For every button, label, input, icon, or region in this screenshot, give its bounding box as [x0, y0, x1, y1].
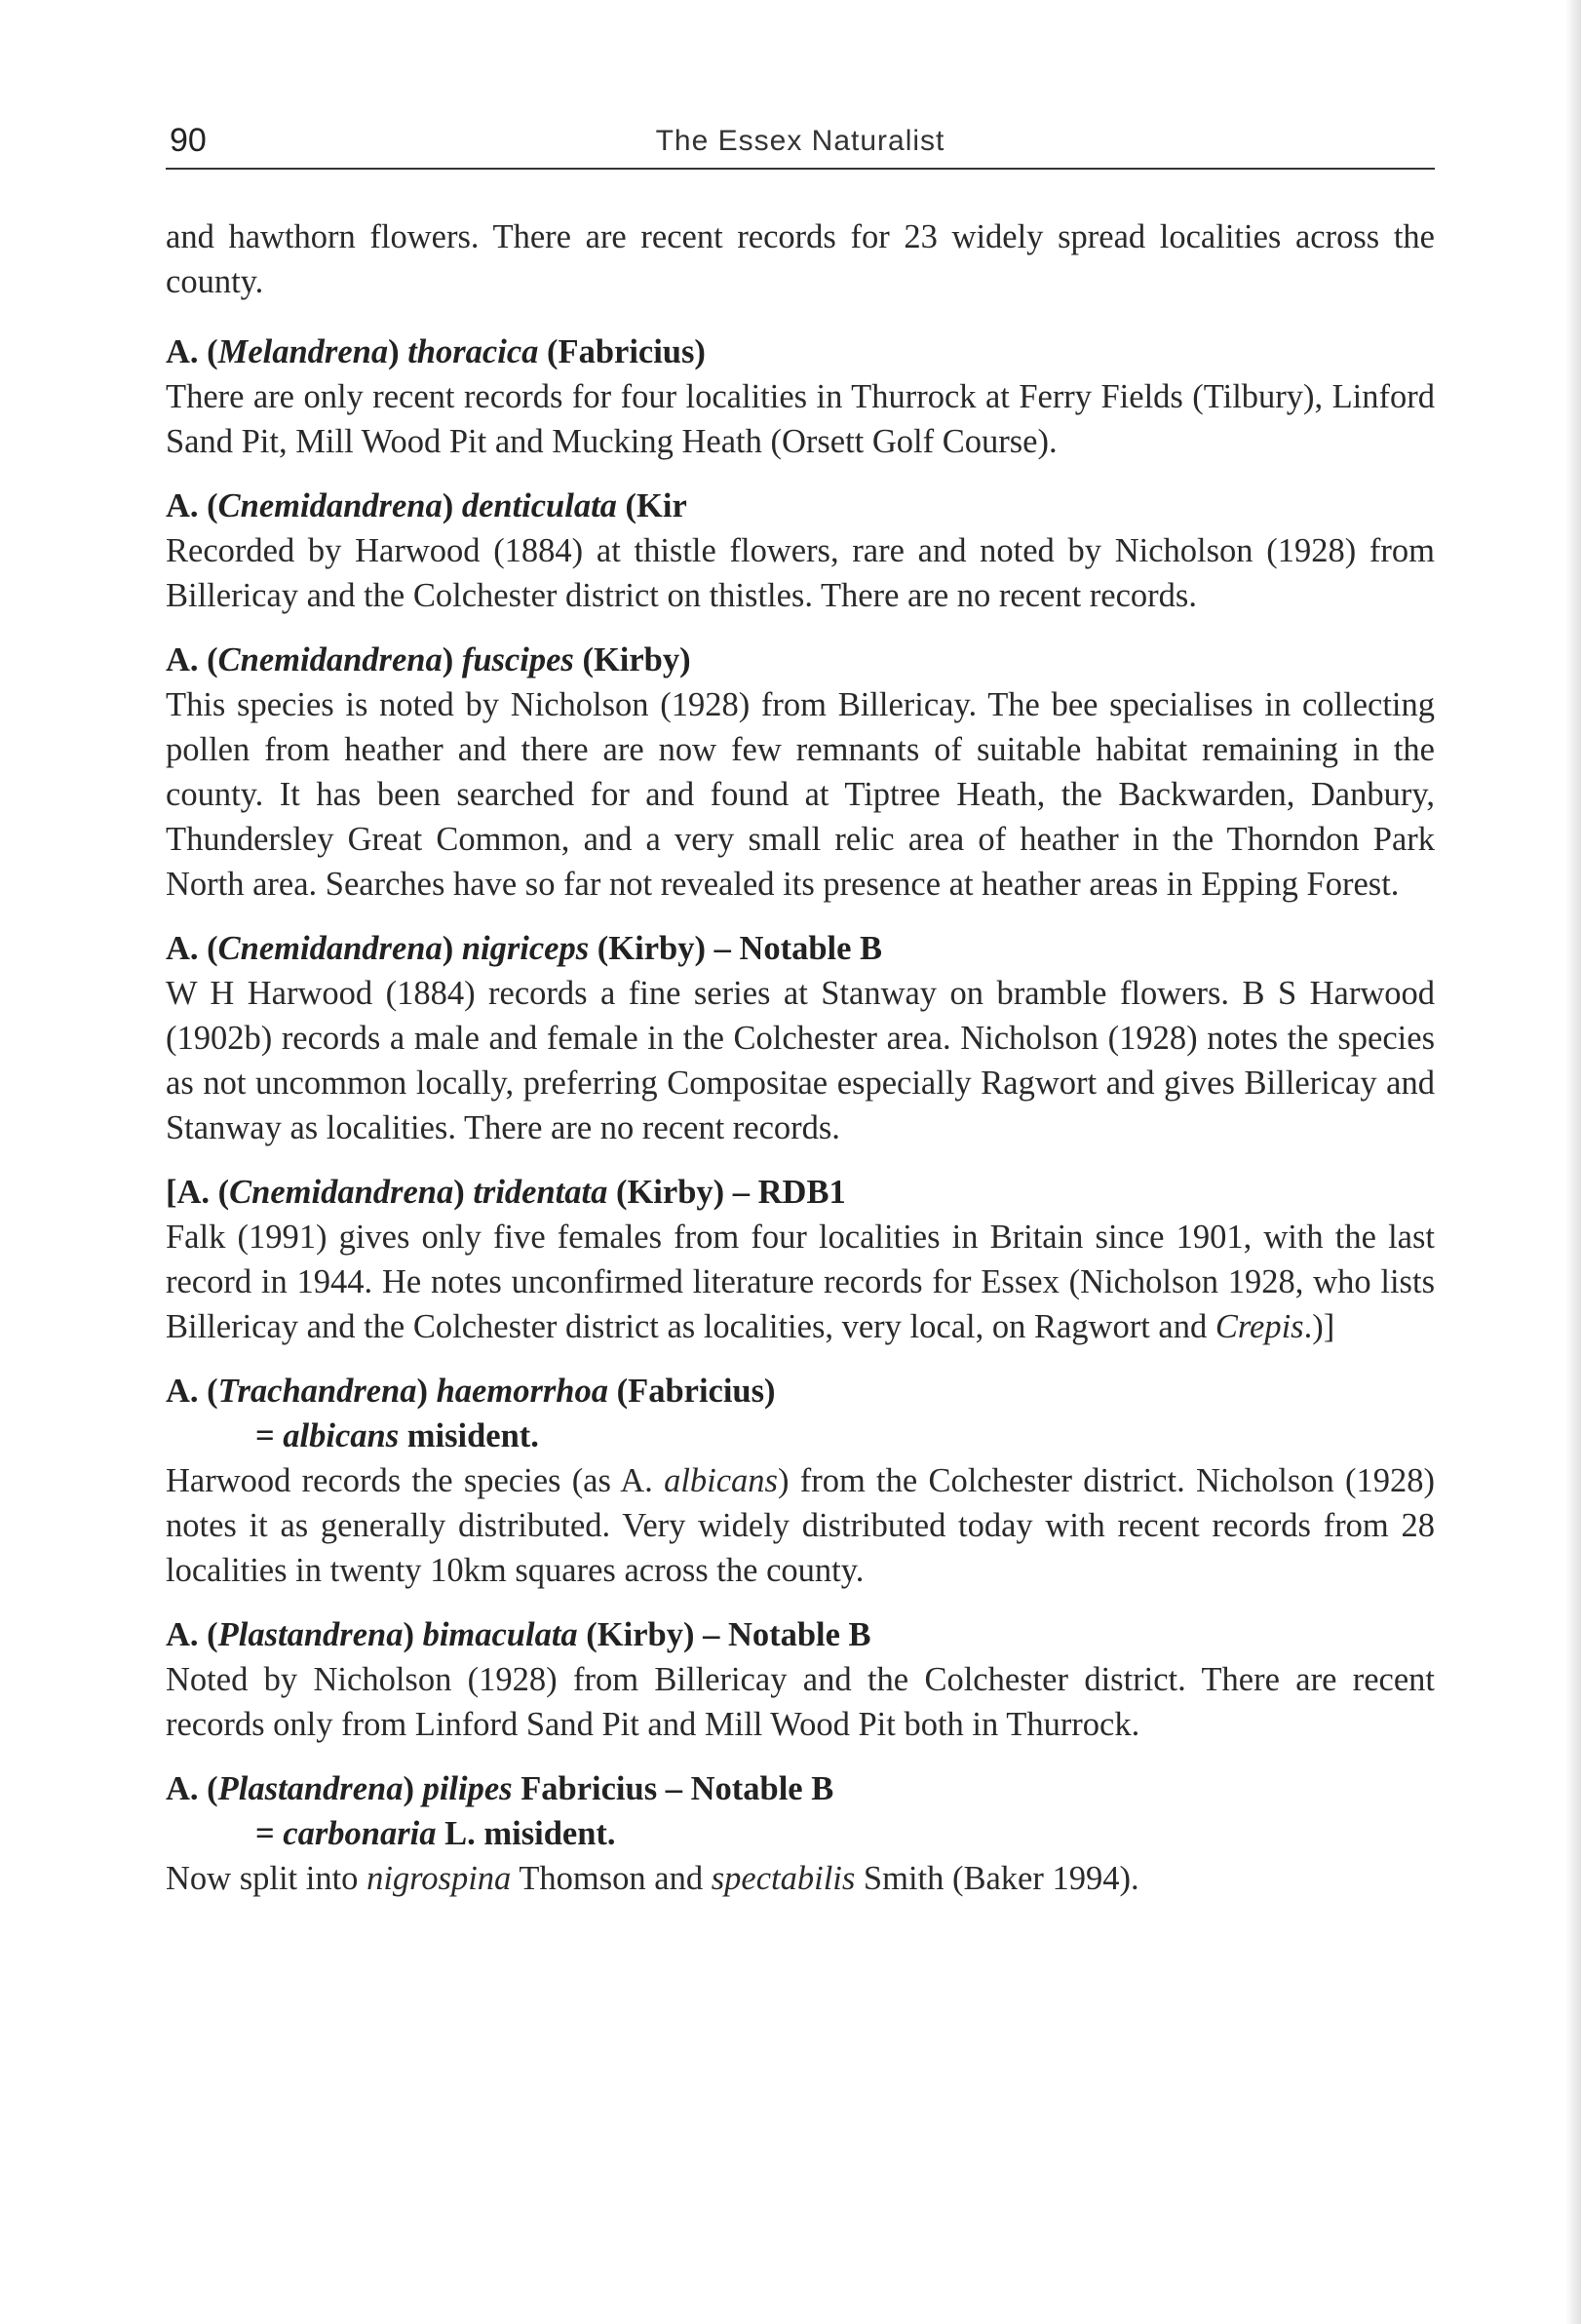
species-heading: A. (Plastandrena) bimaculata (Kirby) – Notable B [166, 1616, 871, 1653]
species-heading: A. (Cnemidandrena) nigriceps (Kirby) – Notable B [166, 930, 883, 967]
species-heading: A. (Plastandrena) pilipes Fabricius – Notable B [166, 1770, 834, 1807]
species-heading: [A. (Cnemidandrena) tridentata (Kirby) – RDB1 [166, 1174, 846, 1211]
species-body: This species is noted by Nicholson (1928) from Billericay. The bee specialises in collecting pollen from heather and there are now few remnants of suitable habitat remaining in the county. It has been searched for and found at Tiptree Heath, the Backwarden, Danbury, Thundersley Great Common, and a very small relic area of heather in the Thorndon Park North area. Searches have so far not revealed its presence at heather areas in Epping Forest. [166, 686, 1435, 903]
species-body: Recorded by Harwood (1884) at thistle flowers, rare and noted by Nicholson (1928) from Billericay and the Colchester district on thistles. There are no recent records. [166, 532, 1435, 614]
species-body: Falk (1991) gives only five females from four localities in Britain since 1901, with the last record in 1944. He notes unconfirmed literature records for Essex (Nicholson 1928, who lists Billericay and the Colchester district as localities, very local, on Ragwort and Crepis.)] [166, 1219, 1435, 1345]
species-entry-nigriceps [166, 926, 1435, 1150]
page-number: 90 [170, 122, 207, 159]
species-body: Harwood records the species (as A. albicans) from the Colchester district. Nicholson (1928) notes it as generally distributed. Very widely distributed today with recent records from 28 localities in twenty 10km squares across the county. [166, 1462, 1435, 1589]
species-synonym: = albicans misident. [255, 1417, 539, 1454]
species-entry-thoracica [166, 329, 1435, 464]
species-entry-pilipes [166, 1766, 1435, 1901]
species-heading: A. (Trachandrena) haemorrhoa (Fabricius) [166, 1373, 776, 1410]
species-body: There are only recent records for four localities in Thurrock at Ferry Fields (Tilbury), Linford Sand Pit, Mill Wood Pit and Mucking Heath (Orsett Golf Course). [166, 378, 1435, 460]
page-edge-shadow [1565, 0, 1581, 2324]
species-synonym: = carbonaria L. misident. [255, 1815, 616, 1852]
species-entry-denticulata [166, 484, 1435, 618]
document-page [166, 119, 1435, 1920]
species-entry-bimaculata [166, 1612, 1435, 1747]
species-body: Noted by Nicholson (1928) from Billericay and the Colchester district. There are recent records only from Linford Sand Pit and Mill Wood Pit both in Thurrock. [166, 1661, 1435, 1743]
species-entry-haemorrhoa [166, 1369, 1435, 1593]
page-content [166, 170, 1435, 1901]
species-entry-tridentata [166, 1170, 1435, 1349]
species-body: Now split into nigrospina Thomson and spectabilis Smith (Baker 1994). [166, 1860, 1139, 1897]
intro-paragraph: and hawthorn flowers. There are recent records for 23 widely spread localities across the county. [166, 218, 1435, 300]
journal-title: The Essex Naturalist [655, 125, 945, 157]
species-body: W H Harwood (1884) records a fine series at Stanway on bramble flowers. B S Harwood (1902b) records a male and female in the Colchester area. Nicholson (1928) notes the species as not uncommon locally, preferring Compositae especially Ragwort and gives Billericay and Stanway as localities. There are no recent records. [166, 975, 1435, 1146]
species-entry-fuscipes [166, 638, 1435, 907]
running-header [166, 119, 1435, 170]
species-heading: A. (Melandrena) thoracica (Fabricius) [166, 333, 706, 370]
species-heading: A. (Cnemidandrena) fuscipes (Kirby) [166, 641, 691, 678]
species-heading: A. (Cnemidandrena) denticulata (Kir [166, 487, 687, 524]
